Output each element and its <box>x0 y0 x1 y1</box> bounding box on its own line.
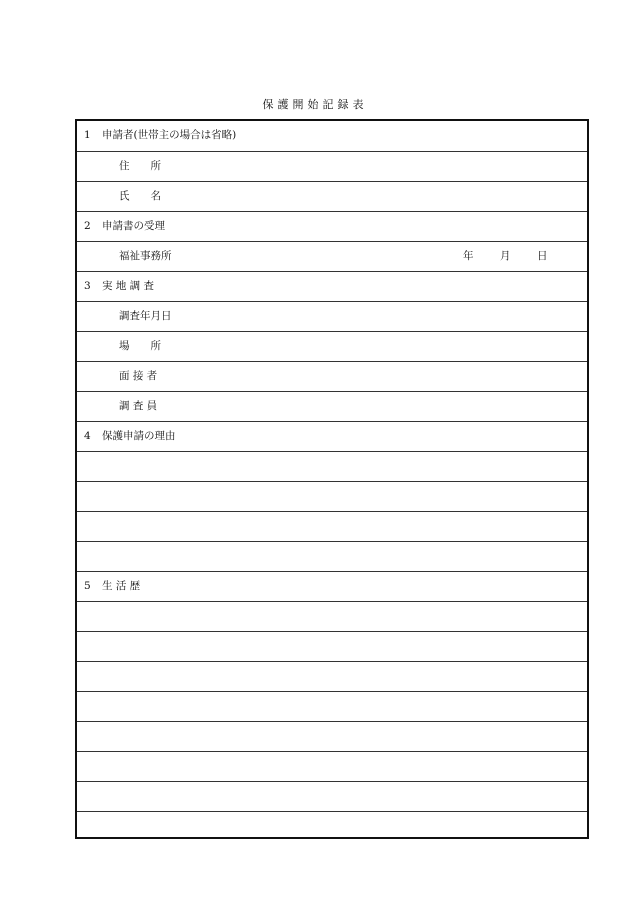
place-label: 場 所 <box>119 340 161 352</box>
section-applicant-header <box>77 121 587 151</box>
survey-date-label: 調査年月日 <box>119 310 172 322</box>
history-line[interactable] <box>77 631 587 661</box>
section-heading: 保護申請の理由 <box>102 430 176 442</box>
reason-line[interactable] <box>77 511 587 541</box>
reason-line[interactable] <box>77 481 587 511</box>
history-line[interactable] <box>77 811 587 837</box>
survey-investigator-row[interactable] <box>77 391 587 421</box>
document-title: 保護開始記録表 <box>262 98 368 111</box>
section-survey-header <box>77 271 587 301</box>
section-number: 3 <box>84 280 91 292</box>
section-heading: 申請者(世帯主の場合は省略) <box>102 129 237 141</box>
history-line[interactable] <box>77 661 587 691</box>
section-heading: 実 地 調 査 <box>102 280 155 292</box>
day-label: 日 <box>537 250 548 262</box>
investigator-label: 調 査 員 <box>119 400 158 412</box>
survey-date-row[interactable] <box>77 301 587 331</box>
history-line[interactable] <box>77 721 587 751</box>
section-history-header <box>77 571 587 601</box>
section-number: 2 <box>84 220 91 232</box>
applicant-address-row[interactable] <box>77 151 587 181</box>
applicant-name-row[interactable] <box>77 181 587 211</box>
survey-interviewee-row[interactable] <box>77 361 587 391</box>
reason-line[interactable] <box>77 451 587 481</box>
receipt-office-row[interactable] <box>77 241 587 271</box>
address-label: 住 所 <box>119 160 161 172</box>
interviewee-label: 面 接 者 <box>119 370 158 382</box>
section-heading: 申請書の受理 <box>102 220 165 232</box>
history-line[interactable] <box>77 691 587 721</box>
section-number: 5 <box>84 580 91 592</box>
section-receipt-header <box>77 211 587 241</box>
history-line[interactable] <box>77 601 587 631</box>
survey-place-row[interactable] <box>77 331 587 361</box>
month-label: 月 <box>500 250 511 262</box>
record-form <box>75 119 589 839</box>
office-label: 福祉事務所 <box>119 250 172 262</box>
reason-line[interactable] <box>77 541 587 571</box>
year-label: 年 <box>463 250 474 262</box>
section-number: 4 <box>84 430 91 442</box>
section-heading: 生 活 歴 <box>102 580 141 592</box>
section-number: 1 <box>84 129 91 141</box>
history-line[interactable] <box>77 781 587 811</box>
name-label: 氏 名 <box>119 190 161 202</box>
section-reason-header <box>77 421 587 451</box>
history-line[interactable] <box>77 751 587 781</box>
